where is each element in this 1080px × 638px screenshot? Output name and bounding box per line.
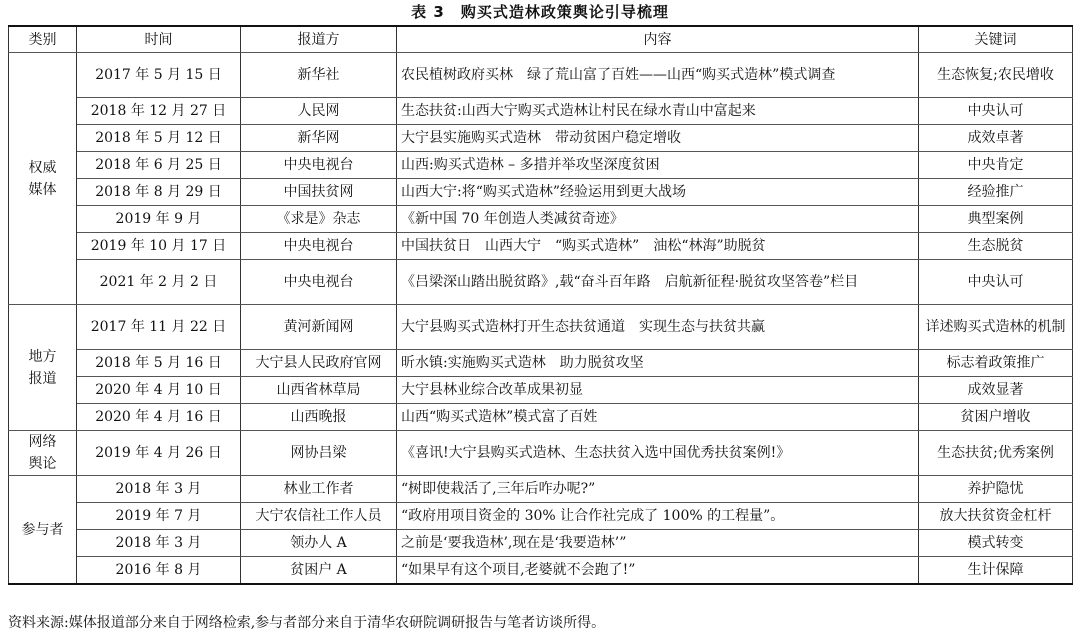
category-cell (9, 53, 77, 305)
reporter-cell: 贫困户 A (241, 557, 397, 585)
content-cell: 之前是‘要我造林’,现在是‘我要造林’” (397, 530, 919, 557)
reporter-cell: 中央电视台 (241, 260, 397, 305)
table-row (9, 305, 1073, 350)
category-label: 权威媒体 (28, 159, 57, 198)
time-cell: 2021 年 2 月 2 日 (77, 260, 241, 305)
time-cell: 2016 年 8 月 (77, 557, 241, 585)
time-cell: 2017 年 11 月 22 日 (77, 305, 241, 350)
time-cell: 2018 年 6 月 25 日 (77, 152, 241, 179)
content-cell: 大宁县实施购买式造林 带动贫困户稳定增收 (397, 125, 919, 152)
table-row (9, 503, 1073, 530)
header-row (9, 26, 1073, 53)
time-cell: 2018 年 5 月 16 日 (77, 350, 241, 377)
reporter-cell: 林业工作者 (241, 476, 397, 503)
keywords-cell: 中央肯定 (919, 152, 1073, 179)
reporter-cell: 中央电视台 (241, 152, 397, 179)
keywords-cell: 中央认可 (919, 98, 1073, 125)
category-label: 地方报道 (28, 348, 57, 387)
keywords-cell: 经验推广 (919, 179, 1073, 206)
table-row (9, 179, 1073, 206)
keywords-cell: 生态脱贫 (919, 233, 1073, 260)
reporter-cell: 新华社 (241, 53, 397, 98)
table-row (9, 53, 1073, 98)
table-row (9, 260, 1073, 305)
time-cell: 2020 年 4 月 10 日 (77, 377, 241, 404)
keywords-cell: 养护隐忧 (919, 476, 1073, 503)
category-cell (9, 305, 77, 431)
content-cell: 山西大宁:将“购买式造林”经验运用到更大战场 (397, 179, 919, 206)
content-cell: 大宁县购买式造林打开生态扶贫通道 实现生态与扶贫共赢 (397, 305, 919, 350)
policy-table (8, 25, 1073, 585)
content-cell: 《吕梁深山踏出脱贫路》,载“奋斗百年路 启航新征程·脱贫攻坚答卷”栏目 (397, 260, 919, 305)
content-cell: 《新中国 70 年创造人类减贫奇迹》 (397, 206, 919, 233)
content-cell: 山西:购买式造林 – 多措并举攻坚深度贫困 (397, 152, 919, 179)
reporter-cell: 新华网 (241, 125, 397, 152)
content-cell: 《喜讯!大宁县购买式造林、生态扶贫入选中国优秀扶贫案例!》 (397, 431, 919, 476)
reporter-cell: 中国扶贫网 (241, 179, 397, 206)
category-label: 网络舆论 (28, 434, 57, 472)
time-cell: 2019 年 9 月 (77, 206, 241, 233)
reporter-cell: 《求是》杂志 (241, 206, 397, 233)
reporter-cell: 中央电视台 (241, 233, 397, 260)
table-row (9, 350, 1073, 377)
time-cell: 2019 年 7 月 (77, 503, 241, 530)
header-category: 类别 (9, 26, 77, 53)
category-label: 参与者 (21, 521, 64, 538)
content-cell: “如果早有这个项目,老婆就不会跑了!” (397, 557, 919, 585)
time-cell: 2018 年 8 月 29 日 (77, 179, 241, 206)
reporter-cell: 网协吕梁 (241, 431, 397, 476)
content-cell: 中国扶贫日 山西大宁 “购买式造林” 油松“林海”助脱贫 (397, 233, 919, 260)
table-row (9, 152, 1073, 179)
header-time: 时间 (77, 26, 241, 53)
time-cell: 2019 年 4 月 26 日 (77, 431, 241, 476)
table-row (9, 557, 1073, 585)
category-cell (9, 431, 77, 476)
table-row (9, 404, 1073, 431)
reporter-cell: 人民网 (241, 98, 397, 125)
keywords-cell: 放大扶贫资金杠杆 (919, 503, 1073, 530)
content-cell: 大宁县林业综合改革成果初显 (397, 377, 919, 404)
reporter-cell: 黄河新闻网 (241, 305, 397, 350)
table-row (9, 98, 1073, 125)
keywords-cell: 生态扶贫;优秀案例 (919, 431, 1073, 476)
table-row (9, 476, 1073, 503)
keywords-cell: 贫困户增收 (919, 404, 1073, 431)
content-cell: 农民植树政府买林 绿了荒山富了百姓——山西“购买式造林”模式调查 (397, 53, 919, 98)
reporter-cell: 山西晚报 (241, 404, 397, 431)
keywords-cell: 生计保障 (919, 557, 1073, 585)
content-cell: “政府用项目资金的 30% 让合作社完成了 100% 的工程量”。 (397, 503, 919, 530)
reporter-cell: 山西省林草局 (241, 377, 397, 404)
time-cell: 2020 年 4 月 16 日 (77, 404, 241, 431)
content-cell: 生态扶贫:山西大宁购买式造林让村民在绿水青山中富起来 (397, 98, 919, 125)
time-cell: 2019 年 10 月 17 日 (77, 233, 241, 260)
keywords-cell: 详述购买式造林的机制 (919, 305, 1073, 350)
keywords-cell: 成效显著 (919, 377, 1073, 404)
table-row (9, 125, 1073, 152)
header-reporter: 报道方 (241, 26, 397, 53)
keywords-cell: 中央认可 (919, 260, 1073, 305)
policy-table-container (8, 25, 1072, 585)
keywords-cell: 典型案例 (919, 206, 1073, 233)
header-keywords: 关键词 (919, 26, 1073, 53)
content-cell: 山西“购买式造林”模式富了百姓 (397, 404, 919, 431)
time-cell: 2018 年 12 月 27 日 (77, 98, 241, 125)
table-row (9, 431, 1073, 476)
reporter-cell: 领办人 A (241, 530, 397, 557)
time-cell: 2018 年 5 月 12 日 (77, 125, 241, 152)
reporter-cell: 大宁农信社工作人员 (241, 503, 397, 530)
keywords-cell: 成效卓著 (919, 125, 1073, 152)
table-caption: 表 3 购买式造林政策舆论引导梳理 (411, 3, 669, 21)
content-cell: 昕水镇:实施购买式造林 助力脱贫攻坚 (397, 350, 919, 377)
table-row (9, 233, 1073, 260)
table-row (9, 530, 1073, 557)
time-cell: 2018 年 3 月 (77, 476, 241, 503)
table-row (9, 206, 1073, 233)
time-cell: 2017 年 5 月 15 日 (77, 53, 241, 98)
source-note: 资料来源:媒体报道部分来自于网络检索,参与者部分来自于清华农研院调研报告与笔者访谈所得。 (8, 615, 606, 631)
table-row (9, 377, 1073, 404)
time-cell: 2018 年 3 月 (77, 530, 241, 557)
keywords-cell: 生态恢复;农民增收 (919, 53, 1073, 98)
content-cell: “树即使栽活了,三年后咋办呢?” (397, 476, 919, 503)
category-cell (9, 476, 77, 585)
reporter-cell: 大宁县人民政府官网 (241, 350, 397, 377)
keywords-cell: 标志着政策推广 (919, 350, 1073, 377)
keywords-cell: 模式转变 (919, 530, 1073, 557)
header-content: 内容 (397, 26, 919, 53)
